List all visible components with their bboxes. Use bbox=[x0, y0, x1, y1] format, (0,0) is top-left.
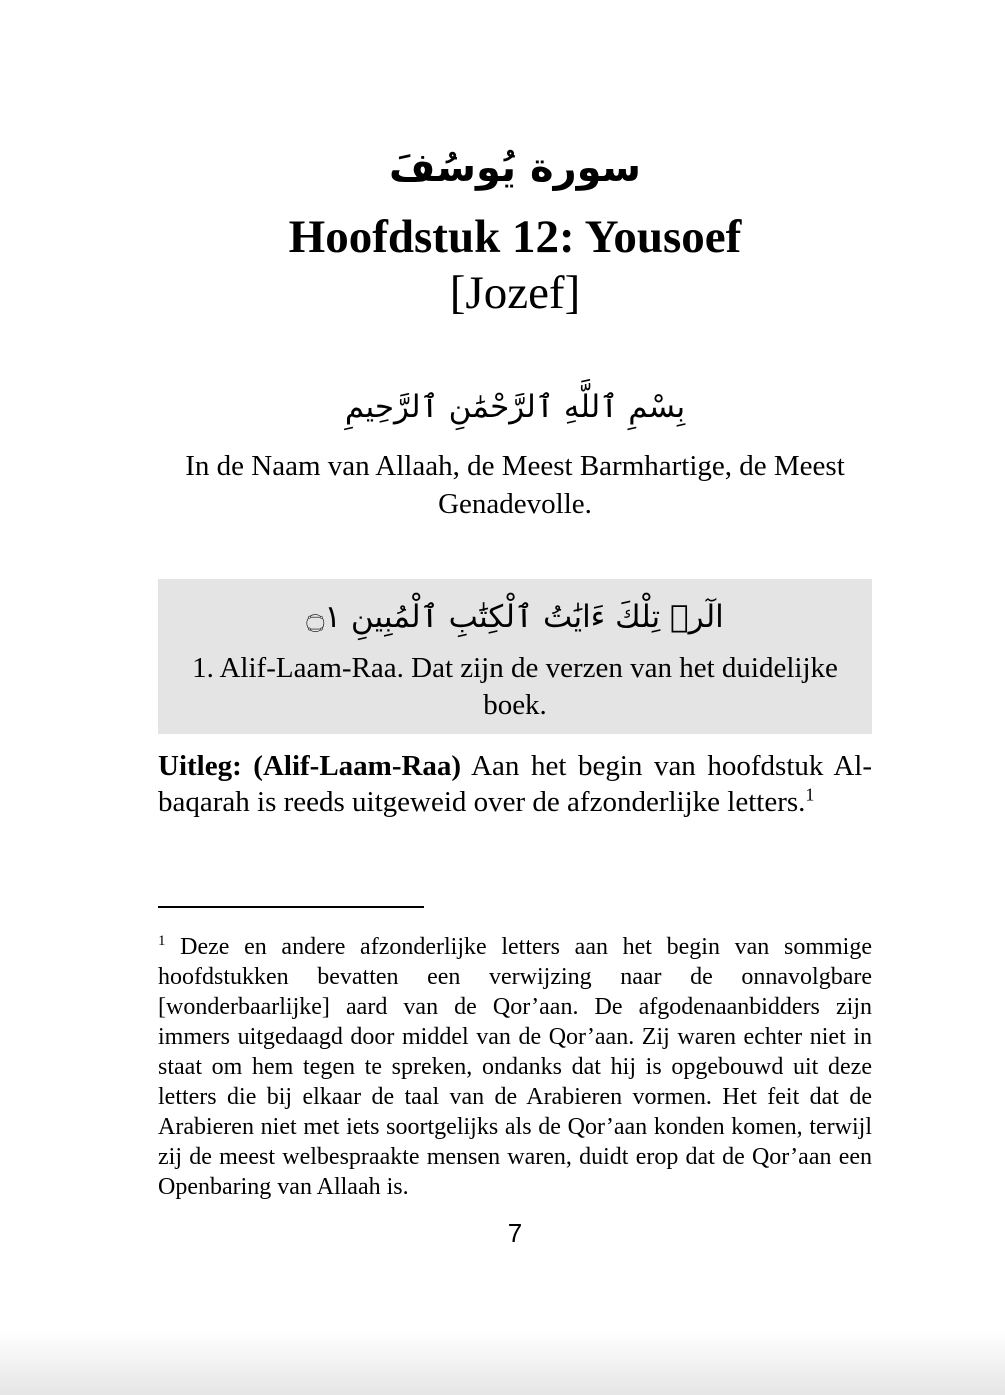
commentary-lead-bold: Uitleg: (Alif-Laam-Raa) bbox=[158, 750, 462, 783]
bottom-page-shadow bbox=[0, 1331, 1005, 1395]
footnote-text: Deze en andere afzonderlijke letters aan het begin van sommige hoofdstukken bevatten een verwijzing naar de onnavolgbare [wonderbaarlijke] aard van de Qor’aan. De afgodenaanbidders zijn immers uitgedaagd door middel van de Qor’aan. Zij waren echter niet in staat om hem tegen te spreken, ondanks dat hij is opgebouwd uit deze letters die bij elkaar de taal van de Arabieren vormen. Het feit dat de Arabieren niet met iets soortgelijks als de Qor’aan konden komen, terwijl zij de meest welbespraakte mensen waren, duidt erop dat de Qor’aan een Openbaring van Allaah is. bbox=[158, 934, 872, 1201]
chapter-subtitle: [Jozef] bbox=[449, 267, 581, 320]
footnote-paragraph bbox=[158, 932, 872, 1202]
verse-translation: 1. Alif-Laam-Raa. Dat zijn de verzen van het duidelijke boek. bbox=[192, 652, 838, 722]
surah-title-arabic: سورة يُوسُفَ bbox=[388, 145, 642, 191]
page-content-column bbox=[158, 0, 872, 1248]
verse-arabic: الٓرۚ تِلْكَ ءَايَٰتُ ٱلْكِتَٰبِ ٱلْمُبِينِ ۝١ bbox=[306, 598, 724, 635]
footnote-separator-rule bbox=[158, 906, 424, 908]
commentary-paragraph bbox=[158, 748, 872, 820]
bismillah-arabic: بِسْمِ ٱللَّهِ ٱلرَّحْمَٰنِ ٱلرَّحِيمِ bbox=[344, 389, 686, 426]
footnote-reference: 1 bbox=[805, 784, 815, 805]
page-number: 7 bbox=[507, 1218, 523, 1249]
commentary-text: Aan het begin van hoofdstuk Al-baqarah is reeds uitgeweid over de afzonderlijke letters. bbox=[158, 750, 872, 819]
chapter-title: Hoofdstuk 12: Yousoef bbox=[288, 211, 742, 263]
verse-highlight-box bbox=[158, 579, 872, 735]
footnote-marker: 1 bbox=[158, 933, 166, 950]
bismillah-translation: In de Naam van Allaah, de Meest Barmhartige, de Meest Genadevolle. bbox=[185, 449, 845, 520]
